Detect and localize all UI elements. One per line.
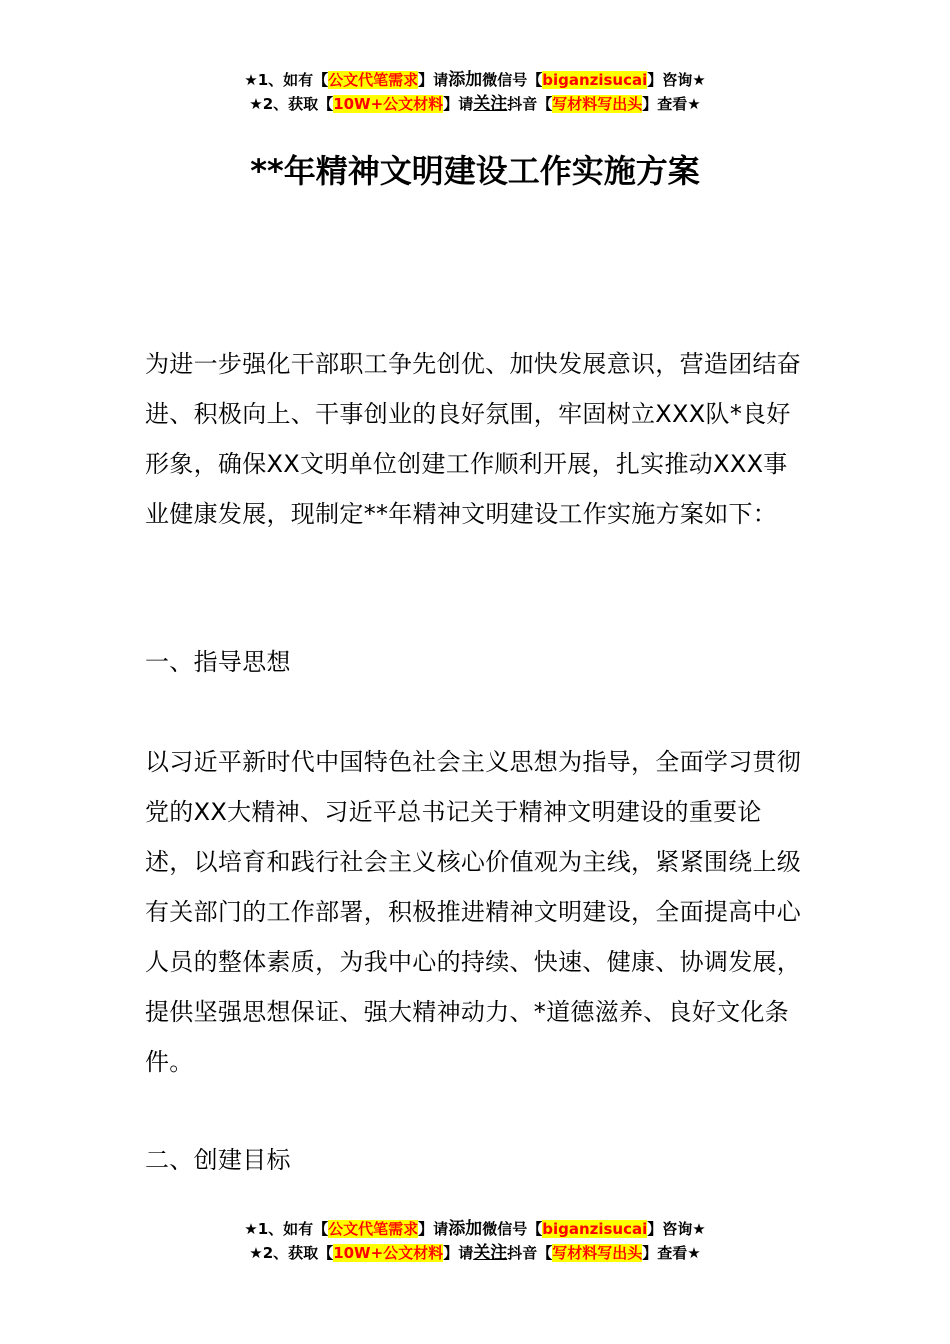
banner-text: 】咨询★ (647, 71, 706, 89)
banner-line-1 (0, 68, 950, 92)
banner-text: ★2、获取【 (249, 95, 334, 113)
section-paragraph-guiding-ideology: 以习近平新时代中国特色社会主义思想为指导，全面学习贯彻党的XX大精神、习近平总书记关于精神文明建设的重要论述，以培育和践行社会主义核心价值观为主线，紧紧围绕上级有关部门的工作部署，积极推进精神文明建设，全面提高中心人员的整体素质，为我中心的持续、快速、健康、协调发展，提供坚强思想保证、强大精神动力、*道德滋养、良好文化条件。 (145, 748, 802, 1076)
section-heading-goals: 二、创建目标 (145, 1146, 291, 1174)
banner-text: 微信号【 (482, 1220, 543, 1238)
banner-text: ★1、如有【 (244, 1220, 329, 1238)
document-title: **年精神文明建设工作实施方案 (250, 152, 700, 190)
banner-text: 】查看★ (642, 95, 701, 113)
section-heading-guiding-ideology: 一、指导思想 (145, 648, 291, 676)
banner-line-1 (0, 1217, 950, 1241)
banner-text: ★1、如有【 (244, 71, 329, 89)
banner-text: ★2、获取【 (249, 1244, 334, 1262)
banner-emphasis: 关注 (473, 94, 508, 114)
header-banner (0, 68, 950, 116)
footer-banner (0, 1217, 950, 1265)
banner-emphasis: 关注 (473, 1243, 508, 1263)
banner-text: 】请 (443, 1244, 474, 1262)
banner-line-2 (0, 1241, 950, 1265)
banner-text: 】请 (418, 1220, 449, 1238)
banner-highlight: 10W+公文材料 (333, 95, 444, 113)
banner-text: 抖音【 (507, 95, 553, 113)
banner-emphasis: 添加 (448, 70, 483, 90)
banner-douyin-id: 写材料写出头 (552, 1244, 643, 1262)
banner-douyin-id: 写材料写出头 (552, 95, 643, 113)
banner-line-2 (0, 92, 950, 116)
banner-highlight: 公文代笔需求 (328, 1220, 419, 1238)
banner-wechat-id: biganzisucai (542, 71, 648, 89)
banner-emphasis: 添加 (448, 1219, 483, 1239)
banner-text: 】请 (443, 95, 474, 113)
banner-text: 微信号【 (482, 71, 543, 89)
banner-text: 】请 (418, 71, 449, 89)
banner-text: 】查看★ (642, 1244, 701, 1262)
intro-paragraph: 为进一步强化干部职工争先创优、加快发展意识，营造团结奋进、积极向上、干事创业的良好氛围，牢固树立XXX队*良好形象，确保XX文明单位创建工作顺利开展，扎实推动XXX事业健康发展，现制定**年精神文明建设工作实施方案如下： (145, 350, 802, 528)
banner-highlight: 公文代笔需求 (328, 71, 419, 89)
banner-text: 抖音【 (507, 1244, 553, 1262)
banner-wechat-id: biganzisucai (542, 1220, 648, 1238)
banner-highlight: 10W+公文材料 (333, 1244, 444, 1262)
banner-text: 】咨询★ (647, 1220, 706, 1238)
